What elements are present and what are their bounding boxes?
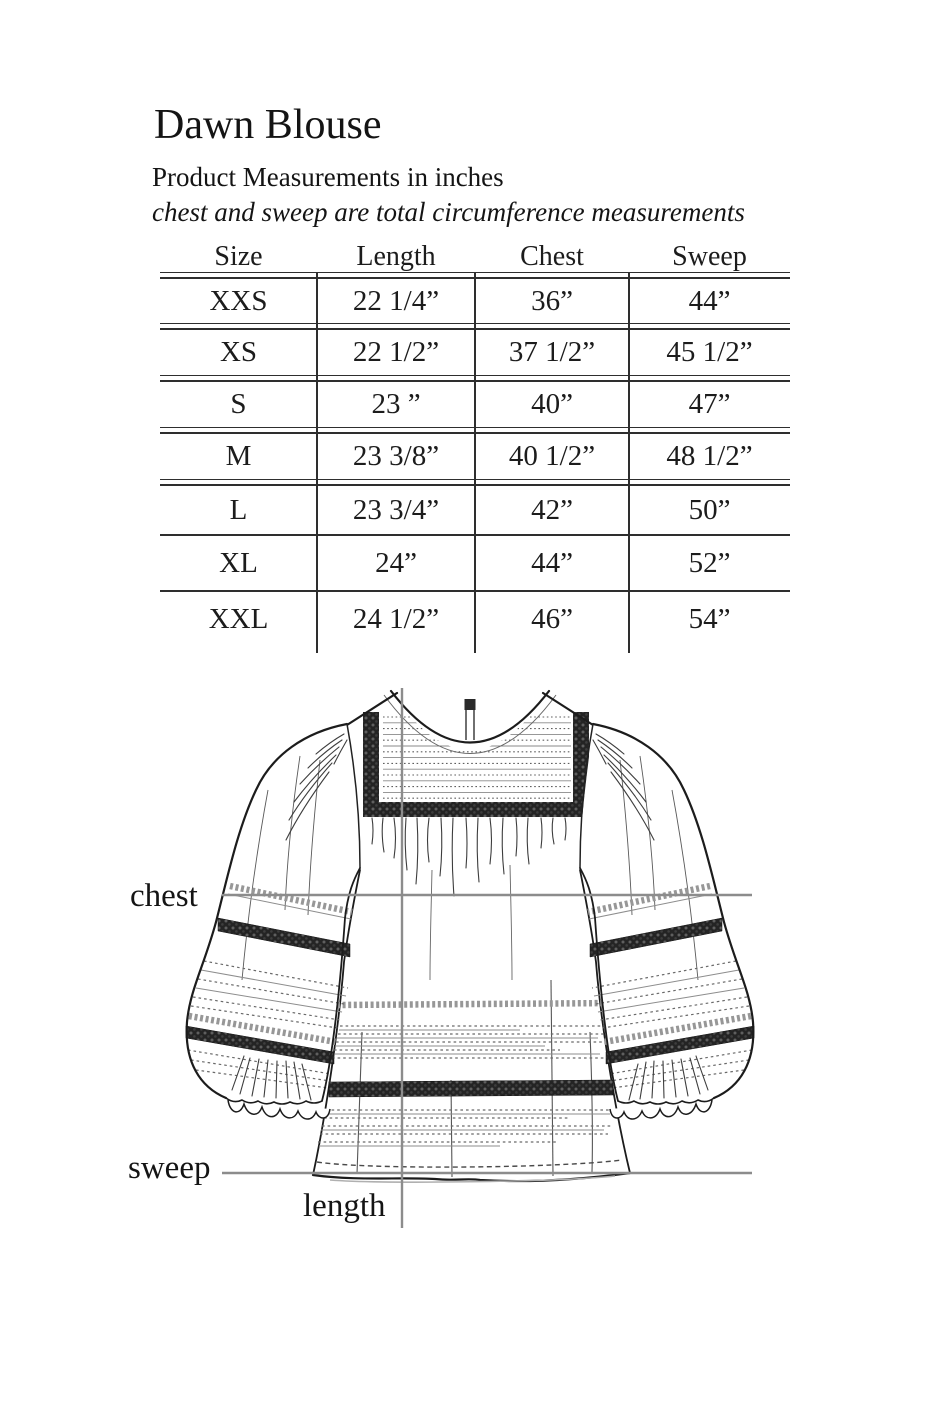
column-divider bbox=[316, 272, 318, 653]
chest-cell: 40 1/2” bbox=[508, 440, 596, 472]
product-title: Dawn Blouse bbox=[154, 102, 382, 148]
size-cell: XL bbox=[219, 546, 258, 579]
column-header-length: Length bbox=[356, 241, 436, 272]
length-cell: 23 ” bbox=[371, 388, 421, 420]
chest-cell: 40” bbox=[531, 388, 573, 420]
chest-label: chest bbox=[130, 878, 198, 914]
sweep-cell: 47” bbox=[688, 388, 731, 420]
length-label: length bbox=[303, 1188, 386, 1224]
chest-cell: 44” bbox=[531, 546, 573, 579]
size-cell: S bbox=[230, 388, 247, 420]
chest-cell: 42” bbox=[531, 493, 573, 526]
length-cell: 22 1/2” bbox=[352, 336, 440, 368]
column-divider bbox=[474, 272, 476, 653]
bib-trim-bottom bbox=[363, 802, 589, 817]
right-sleeve bbox=[580, 724, 754, 1119]
sweep-cell: 48 1/2” bbox=[666, 440, 753, 472]
chest-cell: 36” bbox=[531, 284, 573, 317]
table-header-row bbox=[160, 242, 790, 272]
bib-trim-left bbox=[363, 712, 379, 804]
measurements-subtitle: Product Measurements in inches bbox=[152, 162, 504, 192]
length-cell: 23 3/8” bbox=[352, 440, 440, 472]
size-cell: XXS bbox=[209, 284, 268, 317]
sweep-label: sweep bbox=[128, 1150, 211, 1186]
column-divider bbox=[628, 272, 630, 653]
length-cell: 22 1/4” bbox=[352, 284, 440, 317]
size-cell: XXL bbox=[208, 603, 269, 635]
column-header-sweep: Sweep bbox=[672, 241, 747, 272]
bib-yoke bbox=[347, 677, 593, 818]
sweep-cell: 52” bbox=[688, 546, 731, 579]
column-header-chest: Chest bbox=[520, 241, 584, 272]
column-header-size: Size bbox=[214, 241, 263, 272]
left-sleeve bbox=[186, 724, 360, 1119]
size-cell: L bbox=[229, 493, 248, 526]
sweep-cell: 45 1/2” bbox=[666, 336, 753, 368]
size-chart-table bbox=[160, 242, 790, 647]
length-cell: 24 1/2” bbox=[352, 603, 440, 635]
size-cell: XS bbox=[219, 336, 258, 368]
chest-cell: 37 1/2” bbox=[508, 336, 596, 368]
size-cell: M bbox=[225, 440, 252, 472]
chest-cell: 46” bbox=[531, 603, 573, 635]
circumference-note: chest and sweep are total circumference measurements bbox=[152, 197, 745, 227]
blouse-technical-drawing bbox=[0, 660, 940, 1280]
sweep-cell: 54” bbox=[688, 603, 731, 635]
sweep-cell: 50” bbox=[688, 493, 731, 526]
sweep-cell: 44” bbox=[688, 284, 731, 317]
length-cell: 23 3/4” bbox=[352, 493, 440, 526]
length-cell: 24” bbox=[375, 546, 417, 579]
body-embroidery-band bbox=[329, 1080, 613, 1097]
